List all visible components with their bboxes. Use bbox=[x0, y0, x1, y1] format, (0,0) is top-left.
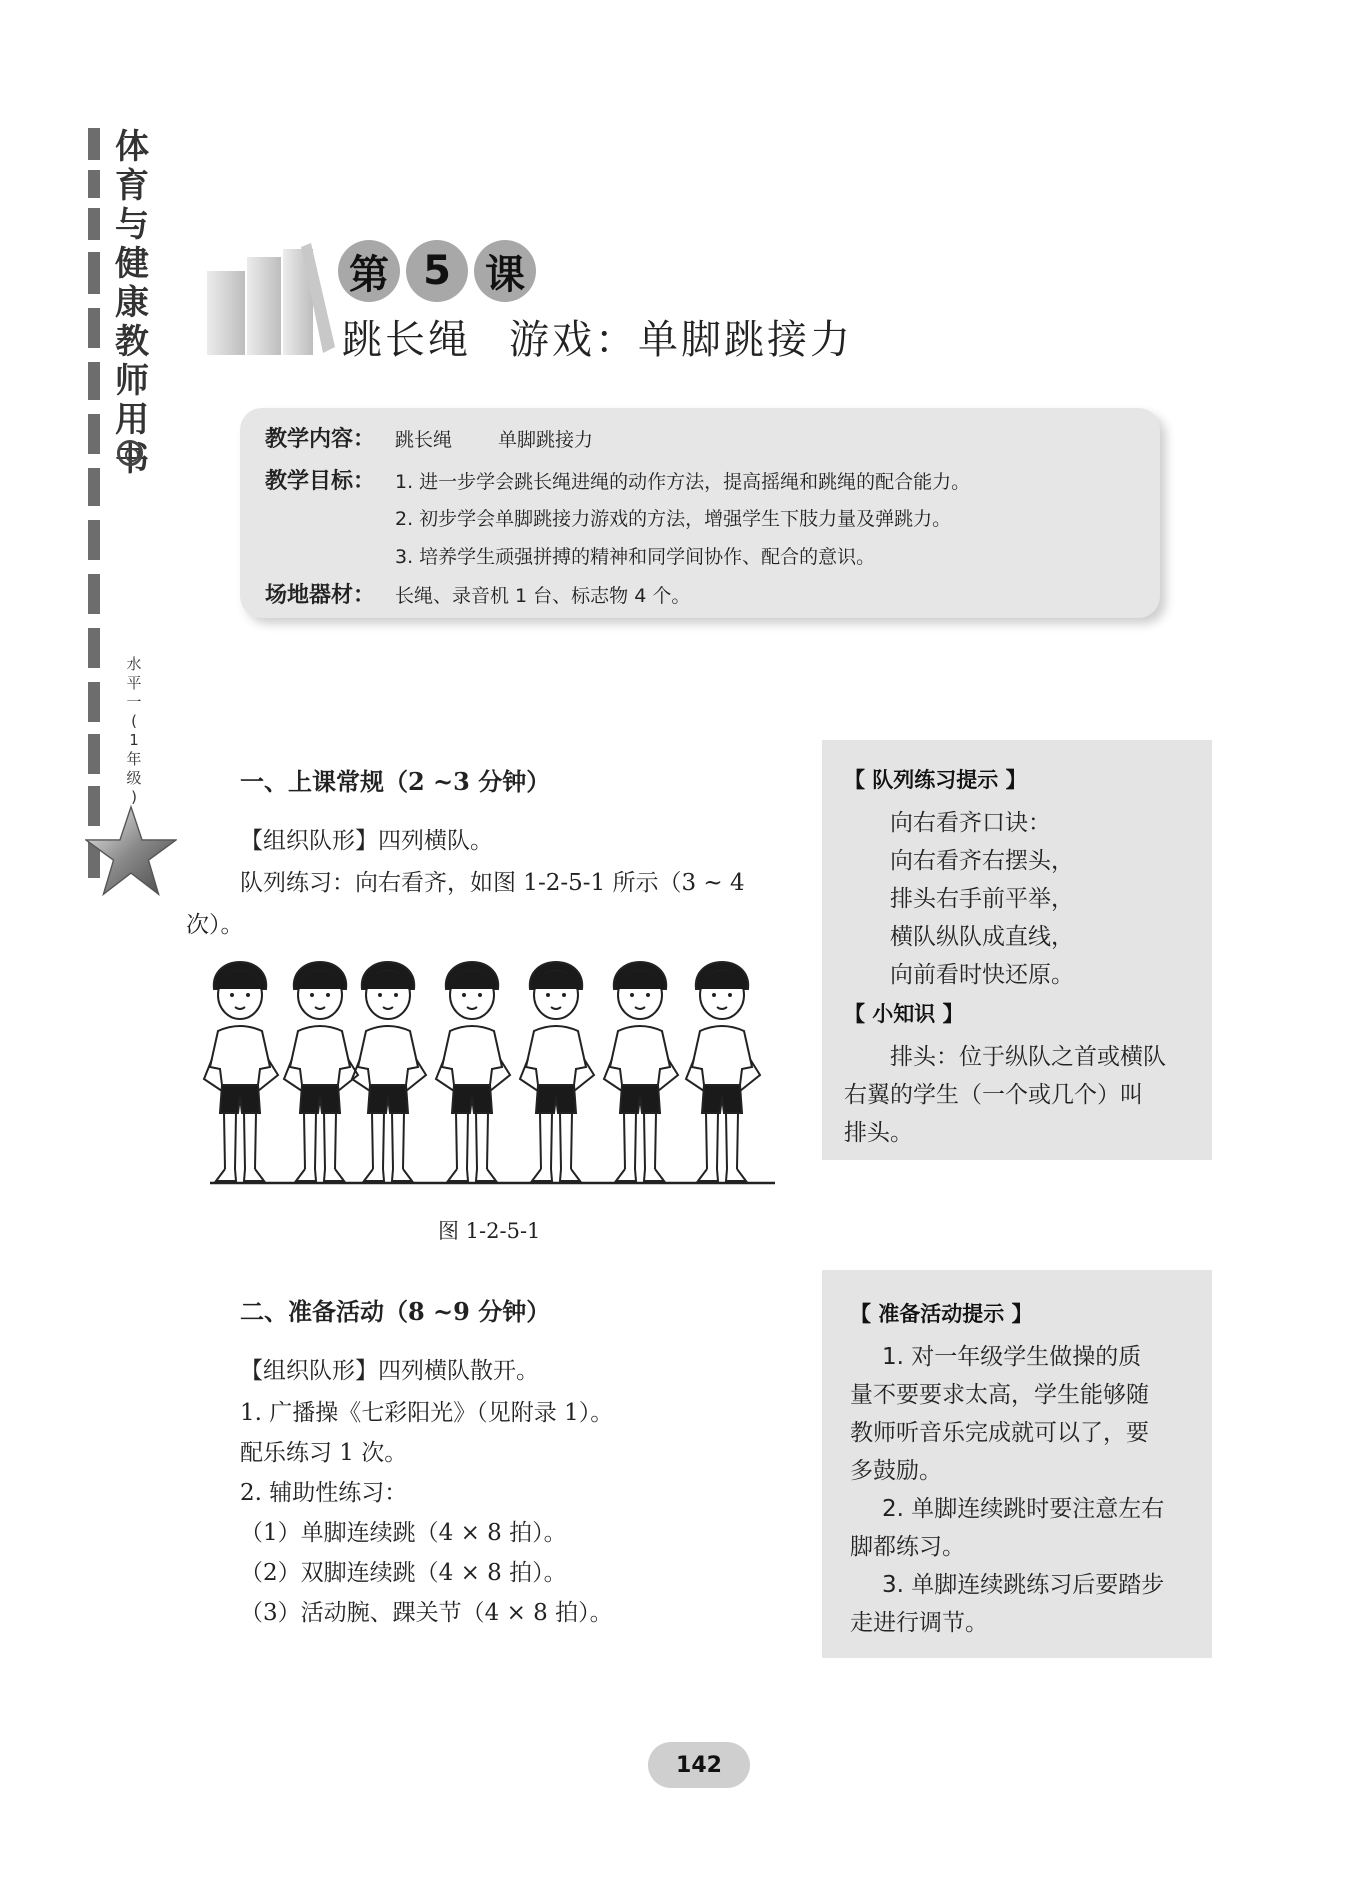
star-icon bbox=[85, 805, 177, 897]
goal-item: 2. 初步学会单脚跳接力游戏的方法，增强学生下肢力量及弹跳力。 bbox=[395, 508, 952, 530]
body-line: （2）双脚连续跳（4 × 8 拍）。 bbox=[240, 1560, 567, 1586]
formation-text: 【组织队形】四列横队散开。 bbox=[240, 1358, 539, 1384]
tip-line: 向前看时快还原。 bbox=[890, 962, 1074, 988]
grade-level-label: 水 平 一 ( 1 年 级 ) bbox=[126, 655, 142, 806]
lesson-title: 跳长绳 游戏：单脚跳接力 bbox=[342, 317, 853, 363]
books-icon bbox=[205, 243, 335, 358]
lesson-number-circle: 5 bbox=[406, 240, 468, 302]
child-figure bbox=[284, 962, 358, 1181]
child-figure bbox=[436, 962, 510, 1181]
tip-line: 量不要要求太高，学生能够随 bbox=[850, 1382, 1149, 1408]
teaching-content-row: 教学内容： 跳长绳 单脚跳接力 bbox=[265, 427, 594, 452]
child-figure bbox=[604, 962, 678, 1181]
lesson-prefix-circle: 第 bbox=[338, 240, 400, 302]
tip-line: 3. 单脚连续跳练习后要踏步 bbox=[882, 1572, 1165, 1598]
tip-line: 向右看齐右摆头， bbox=[890, 848, 1074, 874]
drill-tip-box bbox=[822, 740, 1212, 1160]
goal-item: 3. 培养学生顽强拼搏的精神和同学间协作、配合的意识。 bbox=[395, 546, 876, 568]
teaching-goals-row: 教学目标： 1. 进一步学会跳长绳进绳的动作方法，提高摇绳和跳绳的配合能力。 bbox=[265, 469, 971, 494]
tip-title: 【 小知识 】 bbox=[844, 1002, 964, 1026]
tip-line: 走进行调节。 bbox=[850, 1610, 988, 1636]
tip-line: 脚都练习。 bbox=[850, 1534, 965, 1560]
child-figure bbox=[352, 962, 426, 1181]
circle-mark-icon bbox=[117, 440, 143, 466]
section-heading: 一、上课常规（2 ~3 分钟） bbox=[240, 767, 551, 796]
tip-line: 多鼓励。 bbox=[850, 1458, 942, 1484]
tip-title: 【 队列练习提示 】 bbox=[844, 768, 1027, 792]
lesson-suffix-circle: 课 bbox=[474, 240, 536, 302]
body-line: （3）活动腕、踝关节（4 × 8 拍）。 bbox=[240, 1600, 613, 1626]
figure-caption: 图 1-2-5-1 bbox=[438, 1219, 541, 1243]
formation-illustration bbox=[200, 955, 780, 1195]
lesson-info-box bbox=[240, 408, 1160, 618]
tip-line: 2. 单脚连续跳时要注意左右 bbox=[882, 1496, 1165, 1522]
body-line: 1. 广播操《七彩阳光》（见附录 1）。 bbox=[240, 1400, 614, 1426]
tip-line: 排头右手前平举， bbox=[890, 886, 1074, 912]
warmup-tip-box bbox=[822, 1270, 1212, 1658]
lesson-number bbox=[338, 240, 536, 302]
child-figure bbox=[520, 962, 594, 1181]
body-line: 配乐练习 1 次。 bbox=[240, 1440, 408, 1466]
drill-text-cont: 次）。 bbox=[186, 912, 244, 938]
tip-line: 排头。 bbox=[844, 1120, 913, 1146]
tip-line: 右翼的学生（一个或几个）叫 bbox=[844, 1082, 1143, 1108]
tip-line: 排头：位于纵队之首或横队 bbox=[890, 1044, 1166, 1070]
body-line: （1）单脚连续跳（4 × 8 拍）。 bbox=[240, 1520, 567, 1546]
child-figure bbox=[204, 962, 278, 1181]
drill-text: 队列练习：向右看齐，如图 1-2-5-1 所示（3 ~ 4 bbox=[240, 870, 745, 896]
formation-text: 【组织队形】四列横队。 bbox=[240, 828, 493, 854]
tip-line: 1. 对一年级学生做操的质 bbox=[882, 1344, 1142, 1370]
body-line: 2. 辅助性练习： bbox=[240, 1480, 408, 1506]
tip-line: 教师听音乐完成就可以了，要 bbox=[850, 1420, 1149, 1446]
section-heading: 二、准备活动（8 ~9 分钟） bbox=[240, 1297, 551, 1326]
page-number: 142 bbox=[648, 1742, 750, 1788]
book-series-title: 体 育 与 健 康 教 师 用 书 bbox=[115, 127, 149, 479]
tip-line: 横队纵队成直线， bbox=[890, 924, 1074, 950]
tip-line: 向右看齐口诀： bbox=[890, 810, 1051, 836]
equipment-row: 场地器材： 长绳、录音机 1 台、标志物 4 个。 bbox=[265, 583, 691, 608]
tip-title: 【 准备活动提示 】 bbox=[850, 1302, 1033, 1326]
child-figure bbox=[686, 962, 760, 1181]
